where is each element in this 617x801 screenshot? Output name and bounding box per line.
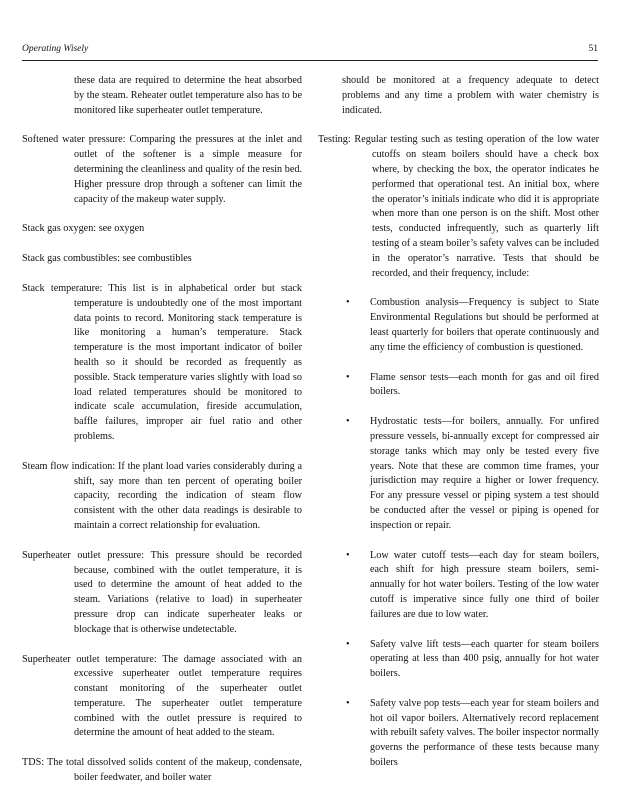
list-item-text: Combustion analysis—Frequency is subject to State Environmental Regulations but should be performed at least quarterly for boilers that operate continuously and any time the efficiency of combustion is questioned. (370, 297, 599, 353)
list-item (342, 549, 599, 623)
entry-term: Stack gas combustibles: (22, 253, 120, 265)
entry-text: Comparing the pressures at the inlet and outlet of the softener is a simple measure for determining the cleanliness and quality of the resin bed. Higher pressure drop through a softener can limit the capacity of the makeup water supply. (74, 134, 302, 205)
entry-superheater-outlet-pressure (22, 549, 302, 638)
list-item-text: Safety valve pop tests—each year for steam boilers and hot oil vapor boilers. Alternatively record replacement with rebuilt safety valves. The boiler inspector normally governs the performance of these tests because many boilers (370, 697, 599, 769)
list-item (342, 697, 599, 771)
bullet-glyph: • (346, 416, 350, 428)
entry-term: Steam flow indication: (22, 460, 116, 472)
entry-text: The damage associated with an excessive superheater outlet temperature requires constant monitoring of the superheater outlet temperature. The superheater outlet temperature combined with the outlet pressure is required to determine the amount of heat added to the steam. (74, 653, 302, 739)
entry-stack-gas-combustibles (22, 252, 302, 267)
entry-term: Superheater outlet temperature: (22, 653, 157, 665)
list-item-text: Safety valve lift tests—each quarter for steam boilers operating at less than 400 psig, annually for hot water boilers. (370, 638, 599, 680)
entry-term: Testing: (318, 134, 351, 146)
entry-text: If the plant load varies considerably during a shift, say more than ten percent of operating boiler capacity, recording the indication of steam flow consistent with the other data readings is desirable to maintain a correct relationship for evaluation. (74, 460, 303, 531)
entry-text: This list is in alphabetical order but stack temperature is undoubtedly one of the most important data points to record. Monitoring stack temperature is like monitoring a human’s temperature. Stack temperature is the most important indicator of boiler health so it should be recorded as frequently as possible. Stack temperature varies slightly with load so load related temperatures should be monitored to indicate scale accumulation, fireside accumulation, baffle failures, improper air fuel ratio and other problems. (74, 282, 302, 442)
entry-term: Superheater outlet pressure: (22, 549, 145, 561)
bullet-glyph: • (346, 638, 350, 650)
reheater-continuation: these data are required to determine the heat absorbed by the steam. Reheater outlet temperature also has to be monitored like superheater outlet temperature. (74, 75, 302, 116)
entry-testing (318, 133, 599, 281)
right-column (318, 74, 599, 786)
list-item (342, 415, 599, 533)
entry-softened-water-pressure (22, 133, 302, 207)
list-item-text: Flame sensor tests—each month for gas and oil fired boilers. (370, 371, 599, 398)
bullet-glyph: • (346, 297, 350, 309)
page-header (22, 44, 598, 54)
bullet-glyph: • (346, 371, 350, 383)
entry-term: Softened water pressure: (22, 134, 126, 146)
entry-text: The total dissolved solids content of the makeup, condensate, boiler feedwater, and boiler water (47, 757, 302, 784)
list-item (342, 638, 599, 682)
bullet-glyph: • (346, 549, 350, 561)
entry-stack-gas-oxygen (22, 222, 302, 237)
bullet-glyph: • (346, 697, 350, 709)
entry-text: Regular testing such as testing operation of the low water cutoffs on steam boilers should have a check box where, by checking the box, the operator indicates he performed that operational test. An initial box, where the operator’s initials indicate who did it is appropriate when more than one person is on the shift. Most other tests, conducted infrequently, such as quarterly lift testing of a steam boiler’s safety valves can be included in the operator’s narrative. Tests that should be recorded, and their frequency, include: (354, 134, 599, 279)
list-item-text: Low water cutoff tests—each day for steam boilers, each shift for high pressure steam boilers, semi-annually for hot water boilers. Testing of the low water cutoff is imperative since fully one third of boiler failures are due to low water. (370, 549, 599, 620)
page-number: 51 (588, 44, 598, 54)
entry-text: see combustibles (122, 253, 192, 265)
tds-continuation: should be monitored at a frequency adequate to detect problems and any time a problem with water chemistry is indicated. (342, 75, 599, 116)
list-item-text: Hydrostatic tests—for boilers, annually. For unfired pressure vessels, bi-annually except for compressed air storage tanks which may only be tested every five years. Note that these are common time frames, your jurisdiction may require a higher or lower frequency. For any pressure vessel or piping system a test should be conducted after the vessel or piping is opened for inspection or repair. (370, 416, 599, 531)
test-frequency-list (342, 296, 599, 771)
entry-steam-flow-indication (22, 460, 302, 534)
entry-stack-temperature (22, 282, 302, 445)
entry-term: Stack temperature: (22, 282, 103, 294)
entry-term: Stack gas oxygen: (22, 223, 97, 235)
left-column (22, 74, 302, 801)
entry-tds (22, 756, 302, 786)
list-item (342, 371, 599, 401)
list-item (342, 296, 599, 355)
entry-term: TDS: (22, 757, 45, 769)
header-rule (22, 60, 598, 61)
entry-text: This pressure should be recorded because, combined with the outlet temperature, it is used to determine the amount of heat added to the steam. Variations (relative to load) in superheater pressure drop can indicate superheater leaks or blockage that is otherwise undetectable. (74, 549, 302, 635)
running-title: Operating Wisely (22, 44, 89, 54)
entry-text: see oxygen (98, 223, 145, 235)
entry-superheater-outlet-temperature (22, 653, 302, 742)
